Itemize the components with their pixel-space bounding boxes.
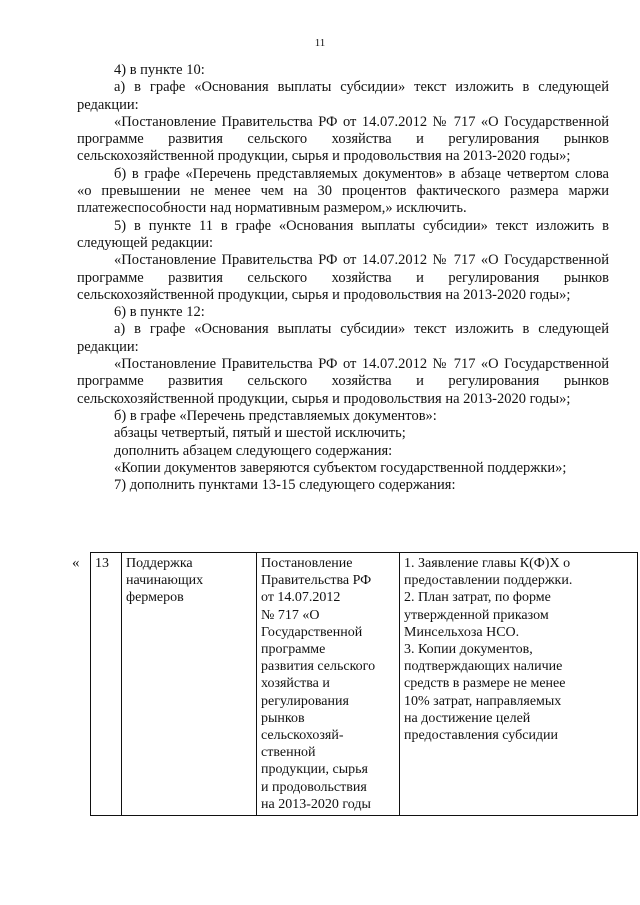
paragraph-item-6a: а) в графе «Основания выплаты субсидии» текст изложить в следующей редакции: (77, 321, 609, 355)
paragraph-item-4a: а) в графе «Основания выплаты субсидии» текст изложить в следующей редакции: (77, 79, 609, 113)
documents-line: на достижение целей (404, 710, 531, 726)
documents-line: 2. План затрат, по форме (404, 590, 551, 606)
documents-line: 10% затрат, направляемых (404, 693, 562, 709)
paragraph-add-abzac: дополнить абзацем следующего содержания: (114, 442, 393, 459)
row-basis-cell (257, 553, 400, 816)
table-open-quote: « (72, 555, 80, 571)
basis-line: хозяйства и (261, 676, 330, 692)
documents-line: 1. Заявление главы К(Ф)Х о (404, 556, 571, 571)
row-documents-cell (400, 553, 638, 816)
row-name-cell (122, 553, 257, 816)
basis-line: рынков (261, 710, 305, 726)
paragraph-quote-resolution-3: «Постановление Правительства РФ от 14.07.2012 № 717 «О Государственной программе развития сельского хозяйства и регулирования рынков сельскохозяйственной продукции, сырья и продовольствия на 2013-2020 годы»; (77, 356, 609, 407)
paragraph-copies-certified: «Копии документов заверяются субъектом государственной поддержки»; (114, 459, 567, 476)
paragraph-item-6b: б) в графе «Перечень представляемых документов»: (114, 407, 437, 424)
basis-line: регулирования (261, 693, 349, 709)
documents-line: предоставления субсидии (404, 728, 559, 744)
documents-line: Минсельхоза НСО. (404, 624, 520, 640)
documents-line: средств в размере не менее (404, 676, 566, 692)
name-line: Поддержка (126, 556, 193, 571)
paragraph-quote-resolution-1: «Постановление Правительства РФ от 14.07.2012 № 717 «О Государственной программе развития сельского хозяйства и регулирования рынков сельскохозяйственной продукции, сырья и продовольствия на 2013-2020 годы»; (77, 113, 609, 165)
document-body (77, 62, 609, 494)
paragraph-item-6: 6) в пункте 12: (114, 304, 205, 321)
basis-line: № 717 «О (261, 607, 320, 623)
basis-line: на 2013-2020 годы (261, 796, 371, 812)
documents-line: подтверждающих наличие (404, 659, 563, 675)
basis-line: Государственной (261, 624, 363, 640)
paragraph-item-4: 4) в пункте 10: (114, 62, 205, 78)
table-row (91, 553, 638, 816)
basis-line: ственной (261, 745, 316, 761)
name-line: начинающих (126, 573, 204, 589)
paragraph-item-7: 7) дополнить пунктами 13-15 следующего содержания: (114, 477, 456, 494)
basis-line: и продовольствия (261, 779, 367, 795)
basis-line: Постановление (261, 556, 353, 571)
documents-line: 3. Копии документов, (404, 642, 533, 658)
page-number: 11 (314, 37, 326, 49)
paragraph-item-5: 5) в пункте 11 в графе «Основания выплаты субсидии» текст изложить в следующей редакции: (77, 217, 609, 251)
basis-line: продукции, сырья (261, 762, 368, 778)
amendment-table (90, 552, 638, 816)
paragraph-exclude-abzacy: абзацы четвертый, пятый и шестой исключить; (114, 425, 406, 442)
name-line: фермеров (126, 590, 184, 606)
row-number-cell: 13 (91, 553, 122, 816)
basis-line: программе (261, 642, 326, 658)
basis-line: от 14.07.2012 (261, 590, 341, 606)
paragraph-quote-resolution-2: «Постановление Правительства РФ от 14.07.2012 № 717 «О Государственной программе развития сельского хозяйства и регулирования рынков сельскохозяйственной продукции, сырья и продовольствия на 2013-2020 годы»; (77, 252, 609, 303)
basis-line: Правительства РФ (261, 573, 372, 589)
documents-line: утвержденной приказом (404, 607, 549, 623)
documents-line: предоставлении поддержки. (404, 573, 573, 589)
paragraph-item-4b: б) в графе «Перечень представляемых документов» в абзаце четвертом слова «о превышении не менее чем на 30 процентов фактического размера маржи платежеспособности над нормативным размером,» исключить. (77, 165, 609, 217)
basis-line: развития сельского (261, 659, 376, 675)
basis-line: сельскохозяй- (261, 728, 344, 744)
